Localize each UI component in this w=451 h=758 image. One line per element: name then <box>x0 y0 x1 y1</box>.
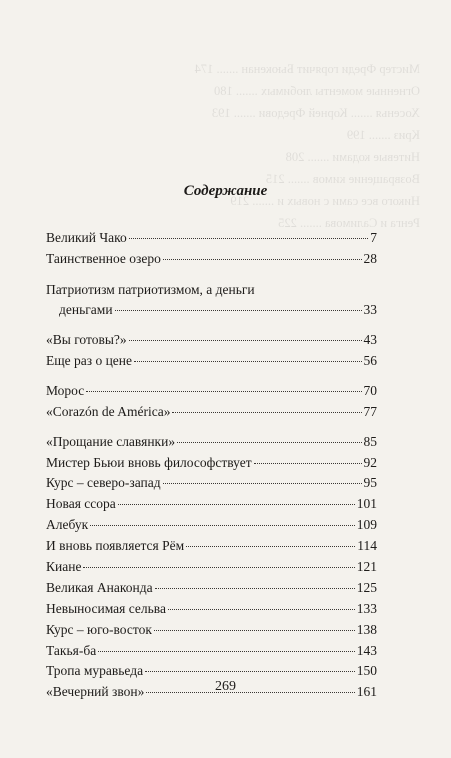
toc-entry-page: 95 <box>363 475 377 491</box>
dot-leader <box>172 412 361 413</box>
toc-entry-page: 56 <box>363 352 377 368</box>
toc-entry-title: Морос <box>46 382 85 398</box>
toc-entry-title: Новая ссора <box>46 496 116 512</box>
toc-entry[interactable] <box>46 641 377 662</box>
bleed-line: Криз ....... 199 <box>346 128 420 142</box>
bleed-line: Возвращение кимов ....... 215 <box>265 172 420 186</box>
bleed-line: Хосенья ....... Корней Фредови ....... 193 <box>211 106 420 120</box>
dot-leader <box>118 504 355 505</box>
toc-entry-page: 33 <box>363 301 377 317</box>
toc-entry[interactable] <box>46 228 377 249</box>
dot-leader <box>154 630 355 631</box>
bleed-line: Мистер Фреди горячит Бьюкенан ....... 174 <box>194 62 420 76</box>
dot-leader <box>155 588 355 589</box>
toc-entry-page: 125 <box>356 579 377 595</box>
toc-entry-page: 85 <box>363 433 377 449</box>
toc-entry-page: 77 <box>363 403 377 419</box>
dot-leader <box>90 525 355 526</box>
toc-entry-title: Тропа муравьеда <box>46 663 144 679</box>
bleed-through-text <box>150 58 420 234</box>
dot-leader <box>254 463 362 464</box>
toc-entry-page: 101 <box>356 496 377 512</box>
dot-leader <box>83 567 354 568</box>
toc-entry-page: 92 <box>363 454 377 470</box>
toc-entry-page: 114 <box>357 538 377 554</box>
toc-entry[interactable] <box>46 599 377 620</box>
toc-entry-page: 161 <box>356 684 377 700</box>
toc-entry[interactable] <box>46 330 377 351</box>
toc-entry[interactable] <box>46 381 377 402</box>
dot-leader <box>177 442 361 443</box>
toc-entry-page: 133 <box>356 600 377 616</box>
page-number: 269 <box>215 679 236 694</box>
toc-entry-title: Невыносимая сельва <box>46 600 166 616</box>
toc-entry[interactable] <box>46 351 377 381</box>
dot-leader <box>98 651 355 652</box>
toc-entry[interactable] <box>46 453 377 474</box>
toc-heading: Содержание <box>183 183 268 199</box>
toc-entry-page: 70 <box>363 382 377 398</box>
dot-leader <box>129 340 362 341</box>
toc-entry-page: 43 <box>363 331 377 347</box>
toc-entry-page: 7 <box>370 230 377 245</box>
toc-entry[interactable] <box>46 620 377 641</box>
toc-entry-title: Великая Анаконда <box>46 579 153 595</box>
toc-entry-title: Такья-ба <box>46 642 97 658</box>
toc-entry-title: И вновь появляется Рём <box>46 538 185 554</box>
toc-entry[interactable] <box>46 473 377 494</box>
toc-entry-title: Великий Чако <box>46 230 127 245</box>
dot-leader <box>163 483 362 484</box>
toc-entry-title: Курс – юго-восток <box>46 621 152 637</box>
toc-entry-page: 143 <box>356 642 377 658</box>
toc-entry-page: 138 <box>356 621 377 637</box>
toc-entry-title: «Прощание славянки» <box>46 433 176 449</box>
bleed-line: Никого все сами с новых и ....... 219 <box>230 194 420 208</box>
dot-leader <box>145 671 355 672</box>
toc-entry[interactable] <box>46 536 377 557</box>
toc-entry-page: 121 <box>356 559 377 575</box>
toc-entry[interactable] <box>46 402 377 432</box>
toc-entry-page: 109 <box>356 517 377 533</box>
toc-entry[interactable] <box>46 515 377 536</box>
dot-leader <box>168 609 355 610</box>
toc-entry-title: Таинственное озеро <box>46 250 161 266</box>
toc-entry-title: деньгами <box>59 301 113 317</box>
dot-leader <box>129 238 369 239</box>
toc-entry-title: «Corazón de América» <box>46 403 171 419</box>
toc-entry-title: Еще раз о цене <box>46 352 133 368</box>
dot-leader <box>134 361 361 362</box>
toc-entry-title: Мистер Бьюи вновь философствует <box>46 454 252 470</box>
dot-leader <box>186 546 355 547</box>
dot-leader <box>163 259 362 260</box>
toc-entry-title: «Вечерний звон» <box>46 684 145 700</box>
toc-entry-title: «Вы готовы?» <box>46 331 127 347</box>
toc-entry-page: 150 <box>356 663 377 679</box>
toc-list <box>46 228 377 703</box>
toc-entry[interactable] <box>46 279 377 330</box>
toc-entry-title: Киане <box>46 559 82 575</box>
toc-entry-title-line1: Патриотизм патриотизмом, а деньги <box>46 281 255 297</box>
bleed-line: Нитевые кодами ....... 208 <box>285 150 420 164</box>
bleed-line: Ренга и Салимова ....... 225 <box>278 216 420 230</box>
toc-entry[interactable] <box>46 557 377 578</box>
toc-entry[interactable] <box>46 432 377 453</box>
dot-leader <box>115 310 362 311</box>
toc-entry-title: Алебук <box>46 517 89 533</box>
toc-entry[interactable] <box>46 578 377 599</box>
toc-entry-title: Курс – северо-запад <box>46 475 161 491</box>
toc-entry[interactable] <box>46 494 377 515</box>
dot-leader <box>86 391 361 392</box>
toc-entry-page: 28 <box>363 250 377 266</box>
bleed-line: Огненные моменты любимых ....... 180 <box>214 84 420 98</box>
toc-entry[interactable] <box>46 249 377 279</box>
